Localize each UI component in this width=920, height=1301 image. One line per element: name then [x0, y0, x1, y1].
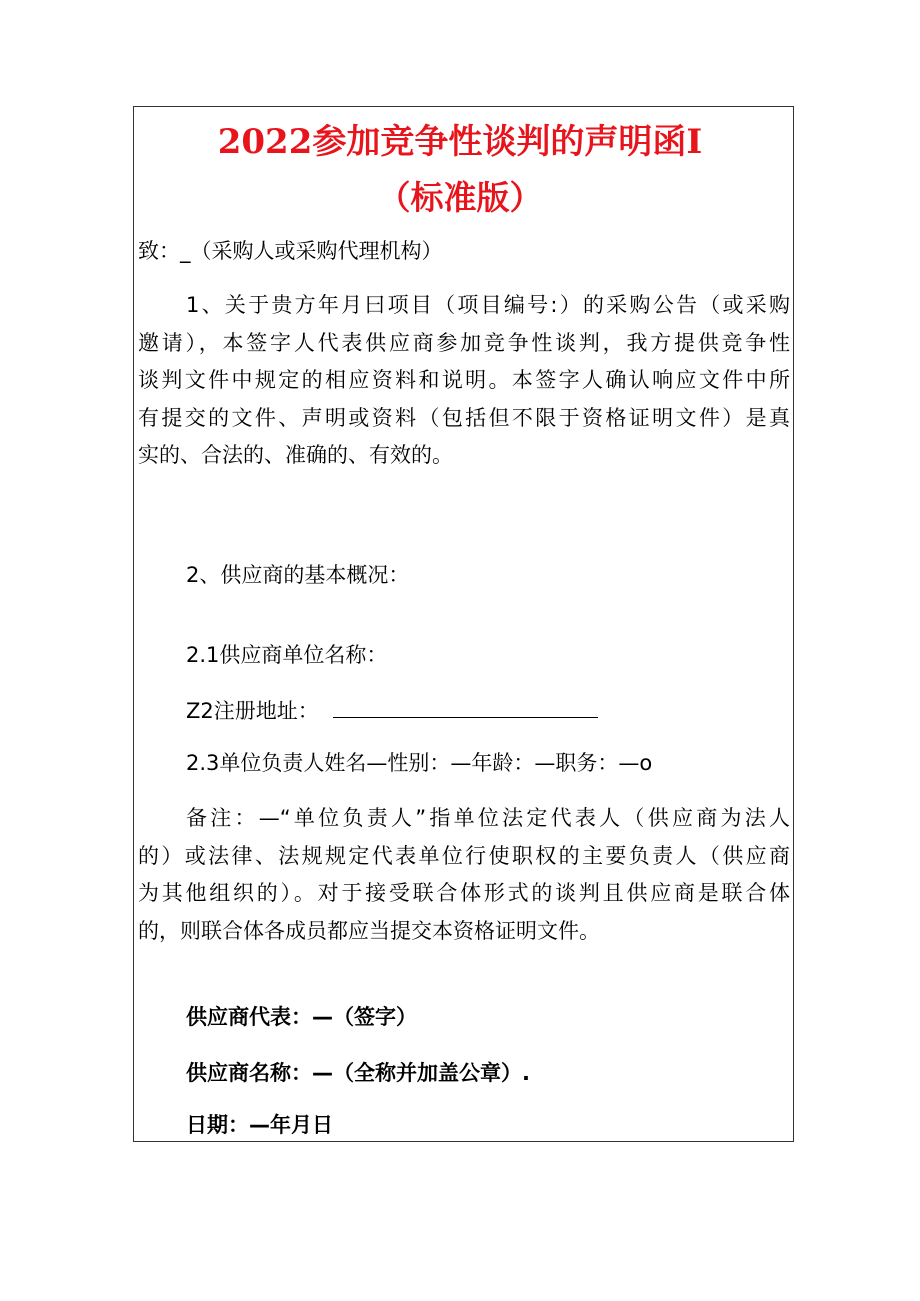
item-2-2 [186, 696, 598, 726]
paragraph-1-line: 1、关于贵方年月曰项目（项目编号:）的采购公告（或采购 [186, 293, 790, 317]
remark-line: 备注：—“单位负责人”指单位法定代表人（供应商为法人 [186, 806, 790, 830]
recipient-line: 致：_（采购人或采购代理机构） [138, 239, 443, 263]
document-title: 2022参加竞争性谈判的声明函I [217, 122, 703, 162]
document-subtitle: （标准版） [377, 178, 543, 217]
signature-date: 日期：—年月日 [186, 1113, 333, 1137]
paragraph-1-line: 谈判文件中规定的相应资料和说明。本签字人确认响应文件中所 [138, 368, 790, 393]
section-2-heading: 2、供应商的基本概况： [186, 563, 410, 587]
paragraph-1-line: 有提交的文件、声明或资料（包括但不限于资格证明文件）是真 [138, 405, 790, 430]
signature-representative: 供应商代表：—（签字） [186, 1005, 417, 1029]
paragraph-1-line: 实的、合法的、准确的、有效的。 [138, 443, 453, 468]
item-2-2-label: Z2注册地址： [186, 699, 319, 723]
remark-line: 为其他组织的）。对于接受联合体形式的谈判且供应商是联合体 [138, 881, 790, 906]
paragraph-1-line: 邀请），本签字人代表供应商参加竞争性谈判，我方提供竞争性 [138, 330, 790, 355]
signature-company-name: 供应商名称：—（全称并加盖公章）. [186, 1061, 530, 1085]
remark-line: 的，则联合体各成员都应当提交本资格证明文件。 [138, 918, 600, 943]
remark-paragraph [138, 800, 790, 950]
remark-line: 的）或法律、法规规定代表单位行使职权的主要负责人（供应商 [138, 843, 790, 868]
item-2-1: 2.1供应商单位名称： [186, 643, 388, 667]
item-2-3: 2.3单位负责人姓名—性别：—年龄：—职务：—o [186, 751, 653, 775]
paragraph-1 [138, 287, 790, 475]
address-blank-line [333, 697, 598, 718]
